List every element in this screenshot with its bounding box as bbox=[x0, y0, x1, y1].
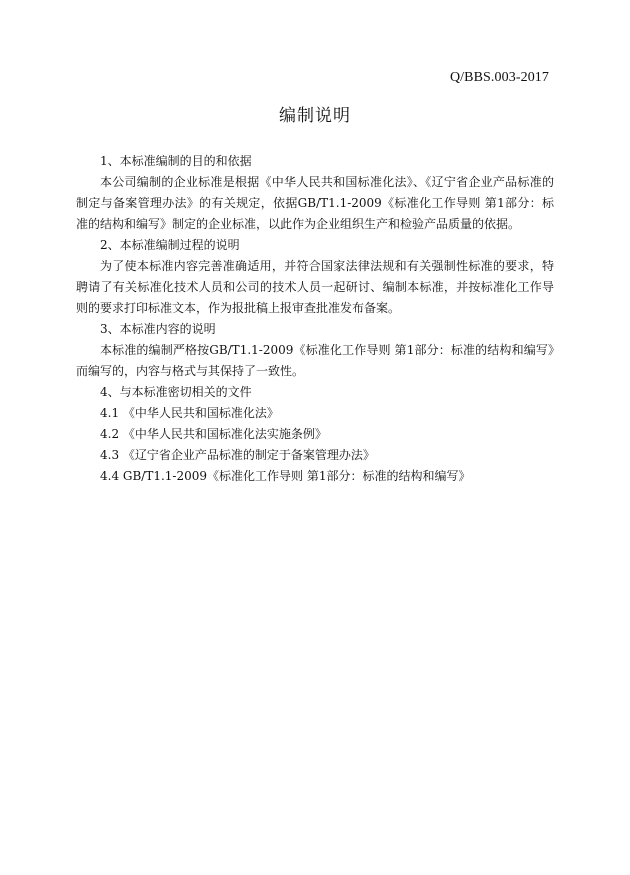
section-paragraph: 为了使本标准内容完善准确适用，并符合国家法律法规和有关强制性标准的要求，特聘请了有关标准化技术人员和公司的技术人员一起研讨、编制本标准，并按标准化工作导则的要求打印标准文本，作为报批稿上报审查批准发布备案。 bbox=[76, 259, 554, 315]
reference-item: 4.4 GB/T1.1-2009《标准化工作导则 第1部分：标准的结构和编写》 bbox=[100, 469, 471, 483]
section-heading: 4、与本标准密切相关的文件 bbox=[100, 385, 252, 399]
section-heading: 3、本标准内容的说明 bbox=[100, 322, 216, 336]
document-code: Q/BBS.003-2017 bbox=[449, 70, 549, 85]
page-title: 编制说明 bbox=[279, 106, 351, 126]
reference-item: 4.2 《中华人民共和国标准化法实施条例》 bbox=[100, 427, 327, 441]
section-paragraph: 本公司编制的企业标准是根据《中华人民共和国标准化法》、《辽宁省企业产品标准的制定与备案管理办法》的有关规定，依据GB/T1.1-2009《标准化工作导则 第1部分：标准的结构和编写》制定的企业标准，以此作为企业组织生产和检验产品质量的依据。 bbox=[76, 175, 554, 231]
reference-item: 4.3 《辽宁省企业产品标准的制定于备案管理办法》 bbox=[100, 448, 375, 462]
section-heading: 2、本标准编制过程的说明 bbox=[100, 238, 240, 252]
section-heading: 1、本标准编制的目的和依据 bbox=[100, 154, 252, 168]
reference-item: 4.1 《中华人民共和国标准化法》 bbox=[100, 406, 279, 420]
document-body bbox=[76, 151, 554, 487]
section-paragraph: 本标准的编制严格按GB/T1.1-2009《标准化工作导则 第1部分：标准的结构和编写》而编写的，内容与格式与其保持了一致性。 bbox=[76, 343, 554, 378]
